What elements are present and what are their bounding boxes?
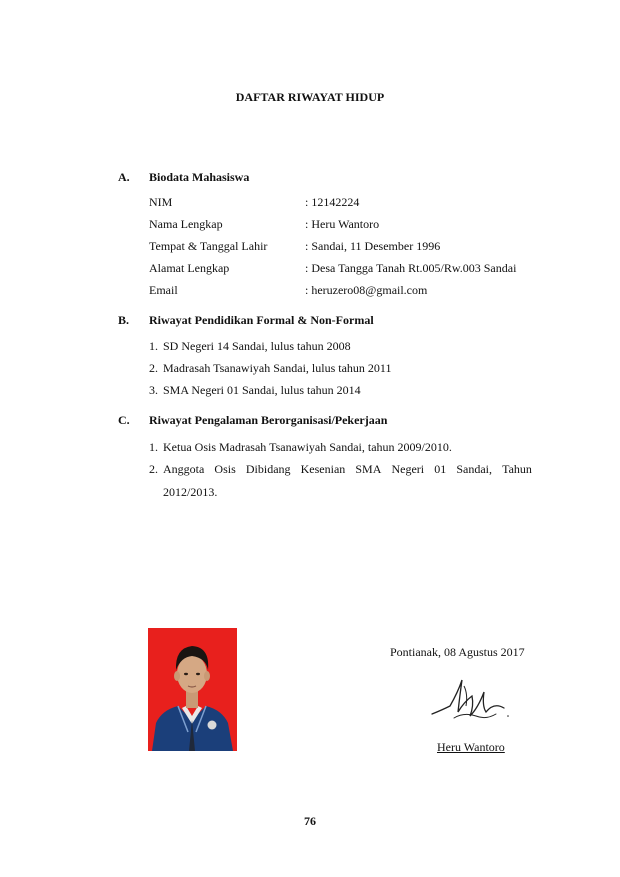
- word: SMA: [355, 462, 382, 476]
- signatory-name: Heru Wantoro: [437, 740, 505, 754]
- birth-label: Tempat & Tanggal Lahir: [149, 239, 268, 253]
- profile-photo: [148, 628, 237, 751]
- word: Anggota: [163, 462, 205, 476]
- word: Sandai,: [456, 462, 492, 476]
- organization-item-number: 2.: [149, 462, 158, 476]
- word: Dibidang: [245, 462, 291, 476]
- education-item-number: 3.: [149, 383, 158, 397]
- email-label: Email: [149, 283, 178, 297]
- section-c-letter: C.: [118, 413, 130, 427]
- education-item-number: 1.: [149, 339, 158, 353]
- page-title: DAFTAR RIWAYAT HIDUP: [235, 90, 385, 104]
- organization-item-line: [163, 462, 532, 477]
- word: Kesenian: [300, 462, 346, 476]
- section-c-heading: Riwayat Pengalaman Berorganisasi/Pekerjaan: [149, 413, 388, 427]
- nim-value: : 12142224: [305, 195, 360, 209]
- address-label: Alamat Lengkap: [149, 261, 230, 275]
- section-b-letter: B.: [118, 313, 130, 327]
- address-value: : Desa Tangga Tanah Rt.005/Rw.003 Sandai: [305, 261, 517, 275]
- education-item-number: 2.: [149, 361, 158, 375]
- person-portrait-icon: [148, 628, 237, 751]
- word: Tahun: [502, 462, 532, 476]
- birth-value: : Sandai, 11 Desember 1996: [305, 239, 441, 253]
- organization-item: Ketua Osis Madrasah Tsanawiyah Sandai, tahun 2009/2010.: [163, 440, 452, 454]
- organization-item-continuation: 2012/2013.: [163, 485, 218, 499]
- name-label: Nama Lengkap: [149, 217, 223, 231]
- nim-label: NIM: [149, 195, 173, 209]
- organization-item-number: 1.: [149, 440, 158, 454]
- handwritten-signature-icon: [424, 672, 514, 732]
- email-value: : heruzero08@gmail.com: [305, 283, 428, 297]
- word: Osis: [214, 462, 236, 476]
- education-item: Madrasah Tsanawiyah Sandai, lulus tahun 2011: [163, 361, 392, 375]
- section-a-heading: Biodata Mahasiswa: [149, 170, 250, 184]
- page-number: 76: [304, 814, 316, 828]
- word: 01: [434, 462, 447, 476]
- education-item: SMA Negeri 01 Sandai, lulus tahun 2014: [163, 383, 361, 397]
- section-a-letter: A.: [118, 170, 130, 184]
- name-value: : Heru Wantoro: [305, 217, 380, 231]
- place-date: Pontianak, 08 Agustus 2017: [390, 645, 525, 659]
- section-b-heading: Riwayat Pendidikan Formal & Non-Formal: [149, 313, 374, 327]
- word: Negeri: [391, 462, 425, 476]
- education-item: SD Negeri 14 Sandai, lulus tahun 2008: [163, 339, 351, 353]
